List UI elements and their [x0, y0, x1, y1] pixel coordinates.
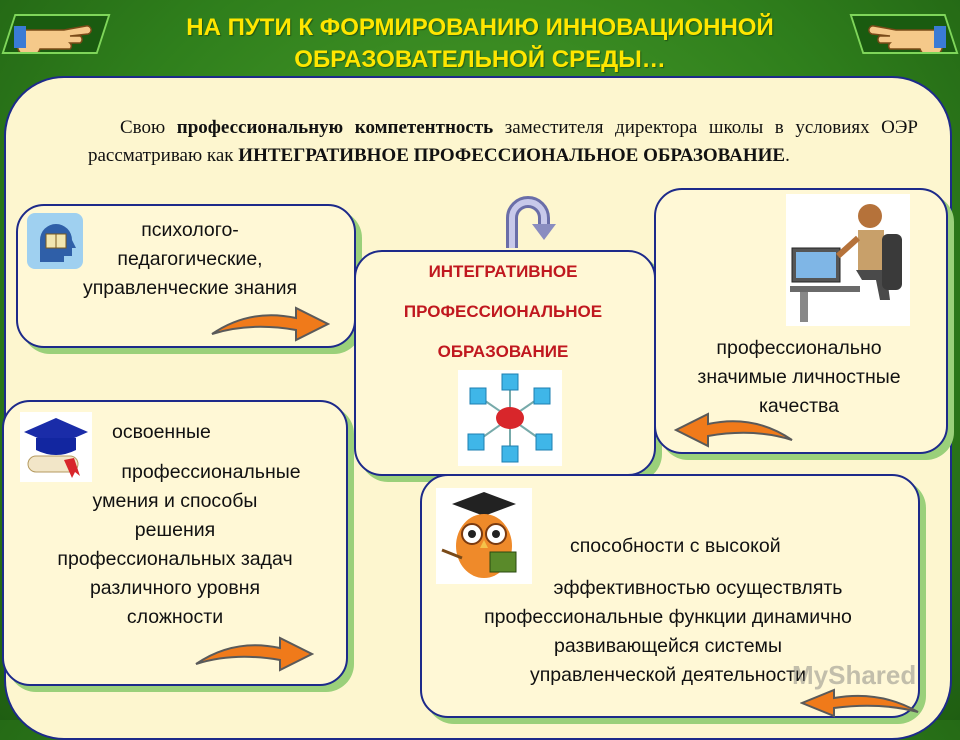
center-line-2: ПРОФЕССИОНАЛЬНОЕ — [403, 302, 603, 321]
arrow-right-icon — [194, 636, 314, 672]
card-knowledge-text — [40, 216, 340, 303]
arrow-right-icon — [210, 306, 330, 342]
card-abilities-line-2: эффективностью осуществлять — [553, 577, 843, 599]
title-line-2: ОБРАЗОВАТЕЛЬНОЙ СРЕДЫ… — [294, 46, 666, 73]
intro-bold-1: профессиональную компетентность — [176, 117, 494, 138]
card-knowledge-line-1: психолого- — [141, 219, 239, 241]
intro-paragraph — [88, 114, 918, 170]
pointing-hand-left-icon — [8, 14, 104, 54]
card-abilities-line-4: развивающейся системы — [554, 635, 782, 657]
card-qualities-line-3: качества — [758, 395, 840, 417]
card-knowledge-line-2: педагогические, — [117, 248, 263, 270]
network-cubes-icon — [458, 370, 562, 466]
title-line-1: НА ПУТИ К ФОРМИРОВАНИЮ ИННОВАЦИОННОЙ — [186, 14, 774, 41]
card-skills-line-6: различного уровня — [89, 577, 261, 599]
arrow-left-icon — [800, 688, 920, 718]
slide-title — [120, 12, 840, 76]
card-abilities-line-1: способности с высокой — [570, 535, 781, 557]
intro-text-2: заместителя директора школы в условиях ОЭР рассматриваю как — [88, 117, 918, 166]
card-qualities-text — [664, 334, 934, 421]
card-skills-line-7: сложности — [126, 606, 224, 628]
pointing-hand-right-icon — [856, 14, 952, 54]
intro-bold-2: ИНТЕГРАТИВНОЕ ПРОФЕССИОНАЛЬНОЕ ОБРАЗОВАНИЕ — [238, 145, 786, 166]
card-qualities-line-2: значимые личностные — [697, 366, 901, 388]
card-skills-line-2: профессиональные — [121, 461, 301, 483]
center-line-1: ИНТЕГРАТИВНОЕ — [428, 262, 578, 281]
card-skills-line-3: умения и способы — [92, 490, 258, 512]
person-at-computer-icon — [786, 194, 910, 326]
center-title-block — [354, 262, 652, 382]
watermark: MyShared — [792, 660, 917, 690]
intro-text-3: . — [785, 145, 790, 166]
card-skills-line-4: решения — [134, 519, 216, 541]
card-skills-line-5: профессиональных задач — [57, 548, 293, 570]
card-abilities-line-3: профессиональные функции динамично — [484, 606, 852, 628]
card-skills-text — [20, 418, 330, 632]
card-skills-line-1: освоенные — [112, 421, 211, 443]
card-qualities-line-1: профессионально — [716, 337, 882, 359]
center-line-3: ОБРАЗОВАНИЕ — [437, 342, 569, 361]
card-abilities-line-5: управленческой деятельности — [530, 664, 806, 686]
curved-arrow-icon — [498, 192, 568, 252]
card-knowledge-line-3: управленческие знания — [82, 277, 298, 299]
arrow-left-icon — [674, 412, 794, 448]
intro-text-1: Свою — [120, 117, 177, 138]
